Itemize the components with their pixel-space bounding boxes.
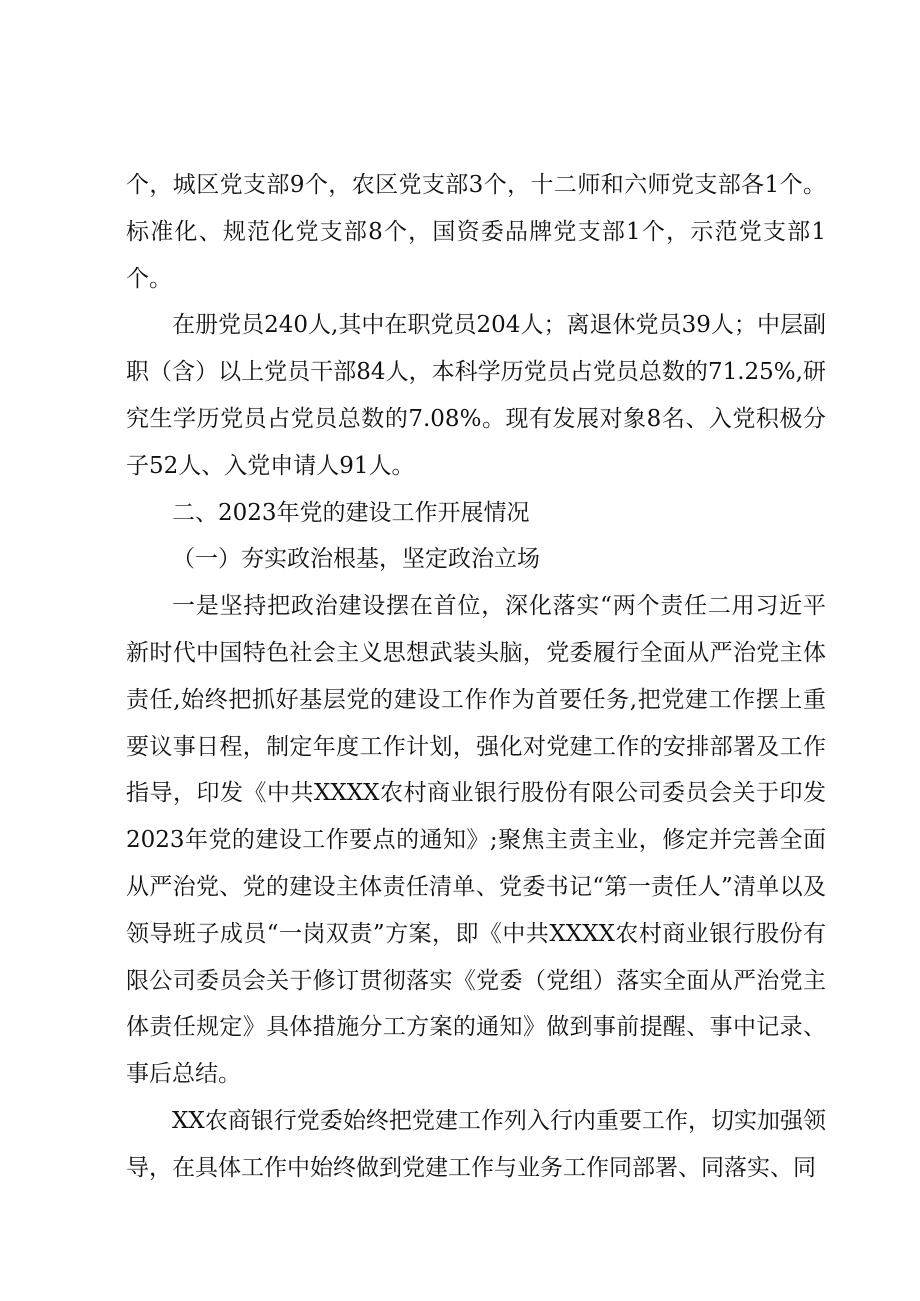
paragraph-party-members: 在册党员240人,其中在职党员204人；离退休党员39人；中层副职（含）以上党员干部84人，本科学历党员占党员总数的71.25%,研究生学历党员占党员总数的7.08%。现有发展对象8名、入党积极分子52人、入党申请人91人。 bbox=[126, 312, 826, 479]
paragraph-political-construction: 一是坚持把政治建设摆在首位，深化落实“两个责任二用习近平新时代中国特色社会主义思想武装头脑，党委履行全面从严治党主体责任,始终把抓好基层党的建设工作作为首要任务,把党建工作摆上重要议事日程，制定年度工作计划，强化对党建工作的安排部署及工作指导，印发《中共XXXX农村商业银行股份有限公司委员会关于印发2023年党的建设工作要点的通知》;聚焦主责主业，修定并完善全面从严治党、党的建设主体责任清单、党委书记“第一责任人”清单以及领导班子成员“一岗双责”方案，即《中共XXXX农村商业银行股份有限公司委员会关于修订贯彻落实《党委（党组）落实全面从严治党主体责任规定》具体措施分工方案的通知》做到事前提醒、事中记录、事后总结。 bbox=[126, 593, 826, 1088]
paragraph-party-branches: 个，城区党支部9个，农区党支部3个，十二师和六师党支部各1个。标准化、规范化党支部8个，国资委品牌党支部1个，示范党支部1个。 bbox=[126, 172, 826, 292]
subsection-heading-political-foundation: （一）夯实政治根基，坚定政治立场 bbox=[172, 546, 540, 573]
paragraph-party-committee: XX农商银行党委始终把党建工作列入行内重要工作，切实加强领导，在具体工作中始终做到党建工作与业务工作同部署、同落实、同 bbox=[126, 1107, 826, 1181]
document-body bbox=[126, 162, 826, 1192]
section-heading-2023-work: 二、2023年党的建设工作开展情况 bbox=[172, 499, 530, 526]
